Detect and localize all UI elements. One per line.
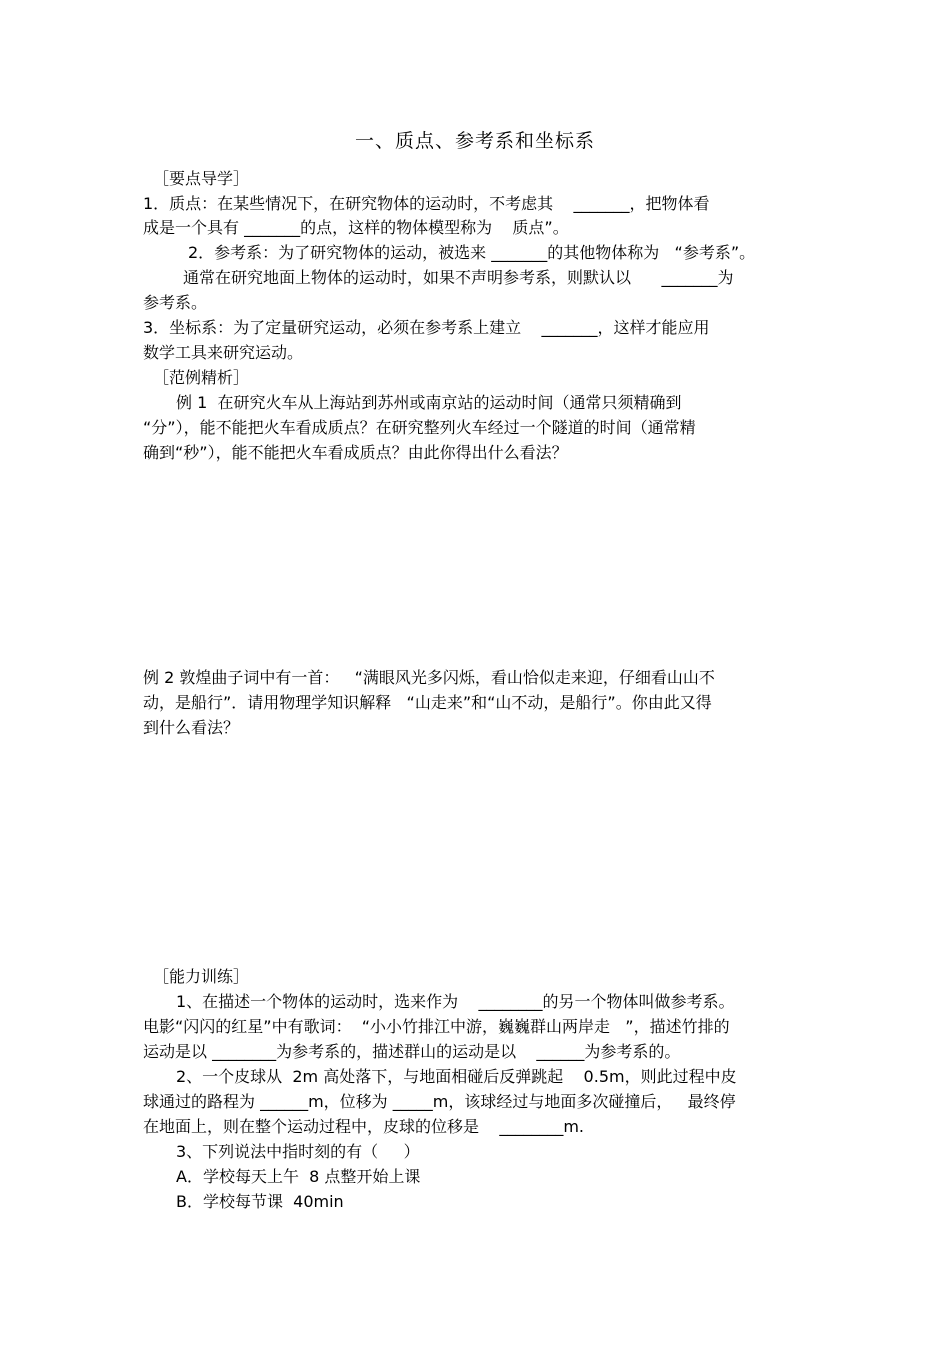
text-line: 3．坐标系：为了定量研究运动，必须在参考系上建立 _______，这样才能应用 bbox=[143, 318, 710, 337]
text-line: 例 2 敦煌曲子词中有一首： “满眼风光多闪烁，看山恰似走来迎，仔细看山山不 bbox=[143, 668, 715, 687]
option-b: B．学校每节课 40min bbox=[176, 1192, 344, 1211]
text-line: “分”），能不能把火车看成质点？在研究整列火车经过一个隧道的时间（通常精 bbox=[143, 418, 696, 437]
text-line: 2．参考系：为了研究物体的运动，被选来 _______的其他物体称为 “参考系”。 bbox=[188, 243, 756, 262]
section-heading-examples: ［范例精析］ bbox=[153, 368, 250, 387]
text-line: 3、下列说法中指时刻的有（ ） bbox=[176, 1142, 420, 1161]
section-heading-key-points: ［要点导学］ bbox=[153, 169, 250, 188]
text-line: 在地面上，则在整个运动过程中，皮球的位移是 ________m. bbox=[143, 1117, 585, 1136]
section-heading-practice: ［能力训练］ bbox=[153, 967, 250, 986]
text-line: 数学工具来研究运动。 bbox=[143, 343, 304, 362]
text-line: 成是一个具有 _______的点，这样的物体模型称为 质点”。 bbox=[143, 218, 569, 237]
text-line: 球通过的路程为 ______m，位移为 _____m，该球经过与地面多次碰撞后， 最终停 bbox=[143, 1092, 736, 1111]
text-line: 参考系。 bbox=[143, 293, 208, 312]
text-line: 通常在研究地面上物体的运动时，如果不声明参考系，则默认以 _______为 bbox=[183, 268, 734, 287]
text-line: 运动是以 ________为参考系的，描述群山的运动是以 ______为参考系的。 bbox=[143, 1042, 681, 1061]
text-line: 1．质点：在某些情况下，在研究物体的运动时，不考虑其 _______，把物体看 bbox=[143, 194, 710, 213]
text-line: 例 1 在研究火车从上海站到苏州或南京站的运动时间（通常只须精确到 bbox=[176, 393, 682, 412]
option-a: A．学校每天上午 8 点整开始上课 bbox=[176, 1167, 421, 1186]
text-line: 动，是船行”．请用物理学知识解释 “山走来”和“山不动，是船行”。你由此又得 bbox=[143, 693, 712, 712]
text-line: 电影“闪闪的红星”中有歌词： “小小竹排江中游，巍巍群山两岸走 ”，描述竹排的 bbox=[143, 1017, 730, 1036]
text-line: 1、在描述一个物体的运动时，选来作为 ________的另一个物体叫做参考系。 bbox=[176, 992, 735, 1011]
page-title: 一、质点、参考系和坐标系 bbox=[354, 130, 595, 152]
text-line: 2、一个皮球从 2m 高处落下，与地面相碰后反弹跳起 0.5m，则此过程中皮 bbox=[176, 1067, 737, 1086]
text-line: 到什么看法？ bbox=[143, 718, 240, 737]
text-line: 确到“秒”），能不能把火车看成质点？由此你得出什么看法？ bbox=[143, 443, 568, 462]
